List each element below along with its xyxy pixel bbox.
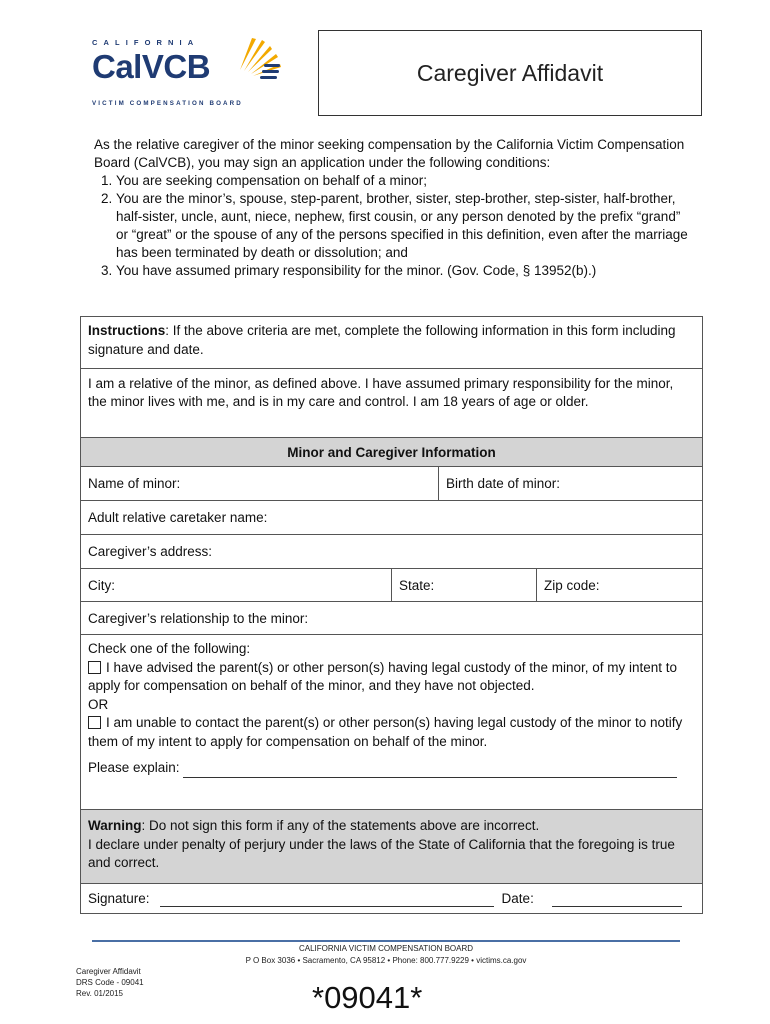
- form-name: Caregiver Affidavit: [76, 967, 141, 976]
- date-label: Date:: [501, 891, 534, 906]
- option-advised-text: I have advised the parent(s) or other person(s) having legal custody of the minor, of my intent to apply for compensation on behalf of the minor, and they have not objected.: [88, 659, 678, 693]
- birth-date-label: Birth date of minor:: [446, 476, 561, 491]
- advised-checkbox[interactable]: [88, 661, 101, 674]
- sun-icon: [238, 34, 282, 84]
- date-input-line[interactable]: [552, 890, 682, 907]
- minor-row: [81, 466, 702, 500]
- signature-label: Signature:: [88, 891, 150, 906]
- relationship-field[interactable]: [81, 601, 702, 634]
- form-identifiers: [76, 966, 144, 999]
- signature-row: [81, 883, 702, 913]
- city-label: City:: [88, 577, 115, 593]
- option-unable: [88, 714, 695, 751]
- or-label: OR: [88, 696, 109, 712]
- form-title: Caregiver Affidavit: [318, 30, 702, 116]
- section-header: Minor and Caregiver Information: [81, 437, 702, 466]
- relationship-label: Caregiver’s relationship to the minor:: [88, 610, 309, 626]
- intro-paragraph: As the relative caregiver of the minor seeking compensation by the California Victim Compensation Board (CalVCB), you may sign an application under the following conditions:: [94, 137, 685, 170]
- condition-item: 1. You are seeking compensation on behalf of a minor;: [116, 172, 694, 190]
- name-of-minor-label: Name of minor:: [88, 476, 181, 491]
- warning-line: [88, 817, 695, 836]
- logo-top-text: CALIFORNIA: [92, 38, 200, 47]
- footer-contact: [92, 943, 680, 967]
- city-row: [81, 568, 702, 601]
- logo-main-text: CalVCB: [92, 48, 211, 85]
- city-field[interactable]: [81, 569, 391, 601]
- warning-section: [81, 809, 702, 883]
- check-section: [81, 634, 702, 809]
- conditions-list: [94, 172, 694, 280]
- state-label: State:: [399, 577, 435, 593]
- zip-field[interactable]: [536, 569, 702, 601]
- birth-date-field[interactable]: [438, 467, 702, 500]
- option-unable-text: I am unable to contact the parent(s) or other person(s) having legal custody of the minor to notify them of my intent to apply for compensation on behalf of the minor.: [88, 715, 683, 749]
- barcode-text: *09041*: [312, 980, 423, 1015]
- name-of-minor-field[interactable]: [81, 467, 438, 500]
- logo-bottom-text: VICTIM COMPENSATION BOARD: [92, 100, 243, 107]
- declaration-text: I am a relative of the minor, as defined above. I have assumed primary responsibility for the minor, the minor lives with me, and is in my care and control. I am 18 years of age or older.: [88, 376, 674, 409]
- revision: Rev. 01/2015: [76, 989, 123, 998]
- drs-code: DRS Code - 09041: [76, 978, 144, 987]
- instructions-row: [81, 317, 702, 368]
- adult-relative-label: Adult relative caretaker name:: [88, 510, 268, 525]
- address-label: Caregiver’s address:: [88, 544, 213, 559]
- footer-org: CALIFORNIA VICTIM COMPENSATION BOARD: [298, 944, 474, 953]
- calvcb-logo: [92, 38, 282, 110]
- condition-item: 3. You have assumed primary responsibility for the minor. (Gov. Code, § 13952(b).): [116, 262, 694, 280]
- instructions-text: : If the above criteria are met, complete the following information in this form including signature and date.: [88, 323, 676, 357]
- please-explain-label: Please explain:: [88, 760, 180, 775]
- explain-row: [88, 759, 695, 778]
- footer-address: P O Box 3036 • Sacramento, CA 95812 • Phone: 800.777.9229 • victims.ca.gov: [245, 956, 527, 965]
- check-one-label: Check one of the following:: [88, 641, 251, 656]
- unable-checkbox[interactable]: [88, 716, 101, 729]
- signature-input-line[interactable]: [160, 890, 494, 907]
- warning-label: Warning: [88, 818, 142, 833]
- condition-item: 2. You are the minor’s, spouse, step-parent, brother, sister, step-brother, step-sister, half-brother, half-sister, uncle, aunt, niece, nephew, first cousin, or any person denoted by the prefix “grand” or “great” or the spouse of any of the persons specified in this definition, even after the marriage has been terminated by death or dissolution; and: [116, 190, 694, 262]
- instructions-label: Instructions: [88, 323, 166, 338]
- declaration-row: [81, 368, 702, 437]
- state-field[interactable]: [391, 569, 536, 601]
- zip-label: Zip code:: [544, 577, 600, 593]
- intro-conditions: [94, 136, 694, 280]
- address-field[interactable]: [81, 534, 702, 568]
- affidavit-form: [80, 316, 703, 914]
- explain-input-line[interactable]: [183, 777, 677, 778]
- footer-divider: [92, 940, 680, 942]
- option-advised: [88, 659, 695, 696]
- adult-relative-field[interactable]: [81, 500, 702, 534]
- declare-text: I declare under penalty of perjury under the laws of the State of California that the foregoing is true and correct.: [88, 836, 675, 870]
- warning-text: : Do not sign this form if any of the statements above are incorrect.: [141, 818, 540, 833]
